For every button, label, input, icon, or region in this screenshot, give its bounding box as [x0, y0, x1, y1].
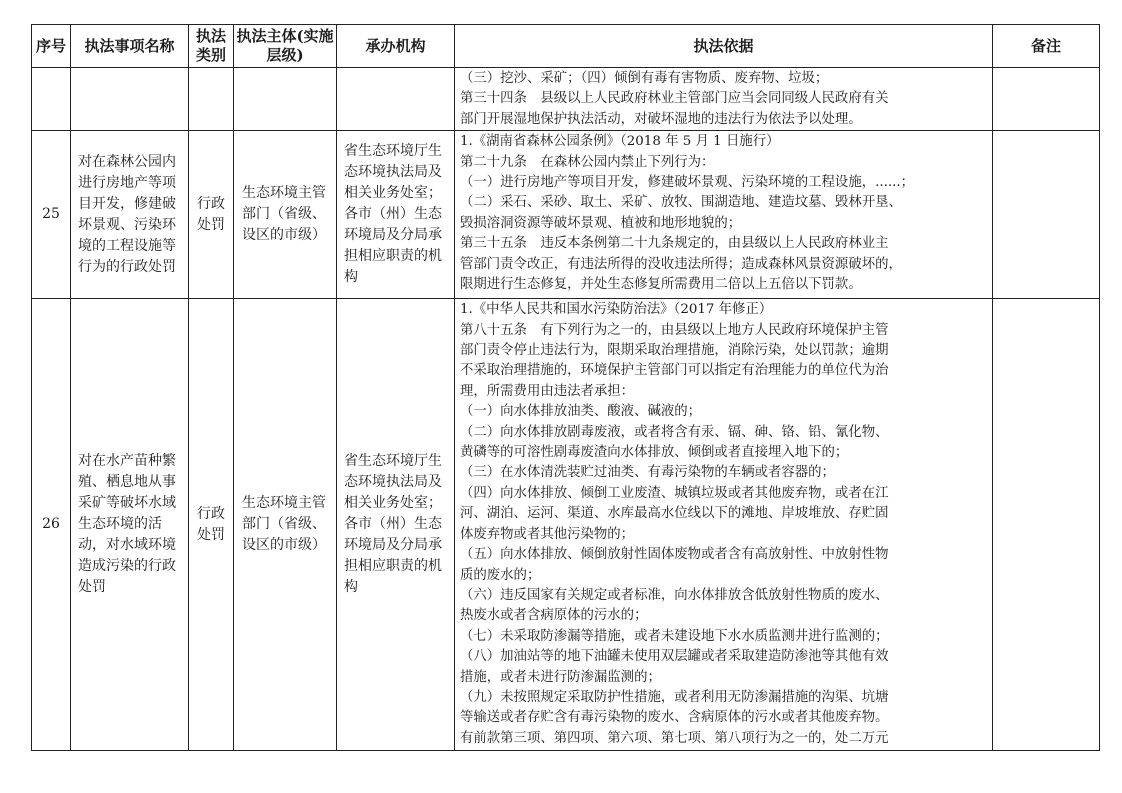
basis-line: （五）向水体排放、倾倒放射性固体废物或者含有高放射性、中放射性物: [460, 547, 889, 563]
basis-line: （一）向水体排放油类、酸液、碱液的；: [460, 404, 702, 420]
row-enforcement-subject: 生态环境主管部门（省级、设区的市级）: [234, 131, 337, 299]
basis-line: 限期进行生态修复，并处生态修复所需费用二倍以上五倍以下罚款。: [460, 277, 862, 293]
header-serial-number: 序号: [32, 25, 71, 68]
row-serial-number: 25: [32, 131, 71, 299]
row-remarks: [993, 68, 1100, 131]
row-handling-agency: 省生态环境厅生态环境执法局及相关业务处室；各市（州）生态环境局及分局承担相应职责的机构: [337, 299, 455, 751]
basis-line: 第三十四条 县级以上人民政府林业主管部门应当会同同级人民政府有关: [460, 91, 889, 107]
row-enforcement-type: [189, 68, 234, 131]
row-serial-number: 26: [32, 299, 71, 751]
basis-line: 理，所需费用由违法者承担：: [460, 383, 635, 399]
row-remarks: [993, 299, 1100, 751]
header-enforcement-type: 执法类别: [189, 25, 234, 68]
row-item-name: 对在水产苗种繁殖、栖息地从事采矿等破坏水域生态环境的活动，对水域环境造成污染的行政处罚: [71, 299, 189, 751]
basis-line: （二）向水体排放剧毒废液，或者将含有汞、镉、砷、铬、铅、氰化物、: [460, 424, 889, 440]
basis-line: （九）未按照规定采取防护性措施，或者利用无防渗漏措施的沟渠、坑塘: [460, 689, 889, 705]
header-enforcement-subject: 执法主体(实施层级): [234, 25, 337, 68]
basis-line: （三）挖沙、采矿；（四）倾倒有毒有害物质、废弃物、垃圾；: [460, 71, 829, 86]
basis-line: 部门责令停止违法行为，限期采取治理措施，消除污染，处以罚款；逾期: [460, 343, 889, 359]
basis-line: 1.《湖南省森林公园条例》（2018 年 5 月 1 日施行）: [460, 134, 780, 150]
basis-line: （三）在水体清洗装贮过油类、有毒污染物的车辆或者容器的；: [460, 465, 835, 481]
header-handling-agency: 承办机构: [337, 25, 455, 68]
basis-line: 等输送或者存贮含有毒污染物的废水、含病原体的污水或者其他废弃物。: [460, 710, 889, 726]
table-header-row: [32, 25, 1100, 68]
row-handling-agency: [337, 68, 455, 131]
basis-line: 河、湖泊、运河、渠道、水库最高水位线以下的滩地、岸坡堆放、存贮固: [460, 506, 889, 522]
header-item-name: 执法事项名称: [71, 25, 189, 68]
basis-line: 热废水或者含病原体的污水的；: [460, 608, 648, 624]
enforcement-table: [31, 24, 1100, 751]
row-remarks: [993, 131, 1100, 299]
header-legal-basis: 执法依据: [455, 25, 993, 68]
basis-line: （六）违反国家有关规定或者标准，向水体排放含低放射性物质的废水、: [460, 587, 889, 603]
basis-line: 体废弃物或者其他污染物的；: [460, 526, 635, 542]
row-enforcement-type: 行政处罚: [189, 299, 234, 751]
basis-line: 第二十九条 在森林公园内禁止下列行为：: [460, 154, 715, 170]
basis-line: （二）采石、采砂、取土、采矿、放牧、围湖造地、建造坟墓、毁林开垦、: [460, 195, 902, 211]
row-enforcement-subject: [234, 68, 337, 131]
basis-line: 有前款第三项、第四项、第六项、第七项、第八项行为之一的，处二万元: [460, 730, 889, 746]
basis-line: 管部门责令改正，有违法所得的没收违法所得；造成森林风景资源破坏的，: [460, 256, 902, 272]
basis-line: 毁损溶洞资源等破坏景观、植被和地形地貌的；: [460, 215, 742, 231]
row-item-name: 对在森林公园内进行房地产等项目开发，修建破坏景观、污染环境的工程设施等行为的行政处罚: [71, 131, 189, 299]
basis-line: 不采取治理措施的，环境保护主管部门可以指定有治理能力的单位代为治: [460, 363, 889, 379]
row-legal-basis: [455, 131, 993, 299]
table-row: [32, 68, 1100, 131]
row-legal-basis: [455, 68, 993, 131]
basis-line: 质的废水的；: [460, 567, 541, 583]
header-remarks: 备注: [993, 25, 1100, 68]
basis-line: 第三十五条 违反本条例第二十九条规定的，由县级以上人民政府林业主: [460, 236, 889, 252]
basis-line: （七）未采取防渗漏等措施，或者未建设地下水水质监测井进行监测的；: [460, 628, 889, 644]
basis-line: （八）加油站等的地下油罐未使用双层罐或者采取建造防渗池等其他有效: [460, 649, 889, 665]
basis-line: 部门开展湿地保护执法活动，对破坏湿地的违法行为依法予以处理。: [460, 111, 862, 127]
row-enforcement-subject: 生态环境主管部门（省级、设区的市级）: [234, 299, 337, 751]
row-handling-agency: 省生态环境厅生态环境执法局及相关业务处室；各市（州）生态环境局及分局承担相应职责的机构: [337, 131, 455, 299]
row-serial-number: [32, 68, 71, 131]
basis-line: 1.《中华人民共和国水污染防治法》（2017 年修正）: [460, 302, 773, 318]
basis-line: （一）进行房地产等项目开发，修建破坏景观、污染环境的工程设施，......；: [460, 175, 915, 191]
basis-line: （四）向水体排放、倾倒工业废渣、城镇垃圾或者其他废弃物，或者在江: [460, 485, 889, 501]
row-item-name: [71, 68, 189, 131]
basis-line: 第八十五条 有下列行为之一的，由县级以上地方人民政府环境保护主管: [460, 322, 889, 338]
row-legal-basis: [455, 299, 993, 751]
basis-line: 黄磷等的可溶性剧毒废渣向水体排放、倾倒或者直接埋入地下的；: [460, 445, 849, 461]
table-row: [32, 131, 1100, 299]
basis-line: 措施，或者未进行防渗漏监测的；: [460, 669, 661, 685]
row-enforcement-type: 行政处罚: [189, 131, 234, 299]
table-row: [32, 299, 1100, 751]
